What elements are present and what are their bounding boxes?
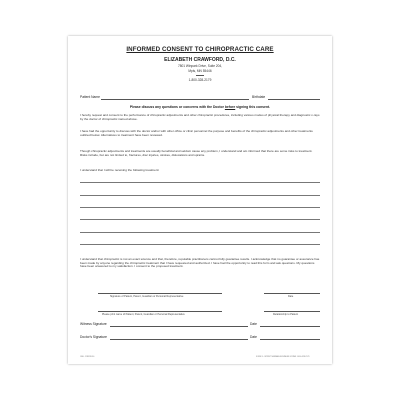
witness-date-field[interactable] — [260, 326, 320, 327]
doctor-date-label: Date — [250, 335, 257, 339]
signature-date-caption: Date — [288, 295, 294, 298]
form-title: INFORMED CONSENT TO CHIROPRACTIC CARE — [126, 46, 274, 53]
patient-signature-field[interactable] — [98, 293, 222, 294]
print-name-caption: Please print name of Patient, Parent, Guardian or Personal Representative — [102, 313, 185, 316]
notice-emphasis: before — [224, 105, 236, 109]
treatment-line-4[interactable] — [80, 219, 320, 220]
treatment-line-5[interactable] — [80, 232, 320, 233]
address-line-1: 7801 Winpark Drive, Suite 204, — [177, 64, 223, 68]
signature-caption: Signature of Patient, Parent, Guardian or Personal Representative — [110, 295, 184, 298]
witness-date-label: Date — [250, 322, 257, 326]
witness-signature-label: Witness Signature — [80, 322, 107, 326]
consent-paragraph-3: Though chiropractic adjustments and treatments are usually beneficial and seldom cause any problem, I understand and am informed that there are some risks to treatment. Risks include, but are not limited to, fractures, disc injuries, strokes, dislocations and sprains. — [80, 149, 313, 157]
treatment-line-3[interactable] — [80, 207, 320, 208]
consent-paragraph-1: I hereby request and consent to the performance of chiropractic adjustments and other chiropractic procedures, including various modes of physical therapy and diagnostic x-rays by the doctor of chiropractic named above. — [80, 113, 320, 121]
patient-name-field[interactable] — [101, 99, 249, 100]
doctor-date-field[interactable] — [260, 339, 320, 340]
print-name-field[interactable] — [98, 311, 222, 312]
notice-before: Please discuss any questions or concerns with the Doctor — [129, 105, 225, 109]
phone-number: 1-800-328-2179 — [188, 78, 212, 82]
address-line-2: Mpls, MN 55446 — [188, 68, 212, 73]
closing-paragraph: I understand that chiropractic is not an exact science and that, therefore, reputable practitioners cannot fully guarantee results. I acknowledge that no guarantee or assurance has been made by anyone regarding the chiropractic treatment that I have requested and authorized. I have had the opportunity to read this form and ask questions. My questions have been answered to my satisfaction. I consent to the proposed treatment. — [80, 257, 320, 269]
treatment-line-2[interactable] — [80, 195, 320, 196]
relationship-field[interactable] — [264, 311, 320, 312]
consent-paragraph-2: I have had the opportunity to discuss with the doctor and/or with other office or clinic personnel the purpose and benefits of the chiropractic adjustments and other treatments outlined below. Alternatives to treatment have been reviewed. — [80, 129, 313, 137]
doctor-signature-label: Doctor's Signature — [80, 335, 108, 339]
patient-name-label: Patient Name — [80, 95, 100, 99]
relationship-caption: Relationship to Patient — [273, 313, 299, 316]
discuss-notice — [68, 105, 332, 109]
notice-after: signing this consent. — [235, 105, 271, 109]
witness-signature-field[interactable] — [110, 326, 248, 327]
doctor-name: ELIZABETH CRAWFORD, D.C. — [164, 57, 236, 63]
header-divider — [196, 75, 204, 76]
doctor-signature-field[interactable] — [110, 339, 248, 340]
birthdate-label: Birthdate — [252, 95, 266, 99]
consent-form-page — [68, 36, 332, 364]
footer-right-code: FORM 3 - SPRINT NEWMAN BUSINESS FORMS 1-800-328-2179 — [256, 356, 310, 358]
birthdate-field[interactable] — [268, 99, 320, 100]
treatment-intro: I understand that I will be receiving the following treatment: — [80, 168, 160, 172]
treatment-line-1[interactable] — [80, 182, 320, 183]
treatment-line-6[interactable] — [80, 244, 320, 245]
signature-date-field[interactable] — [264, 293, 320, 294]
footer-left-code: CBLL CRFRD050 — [80, 356, 95, 358]
